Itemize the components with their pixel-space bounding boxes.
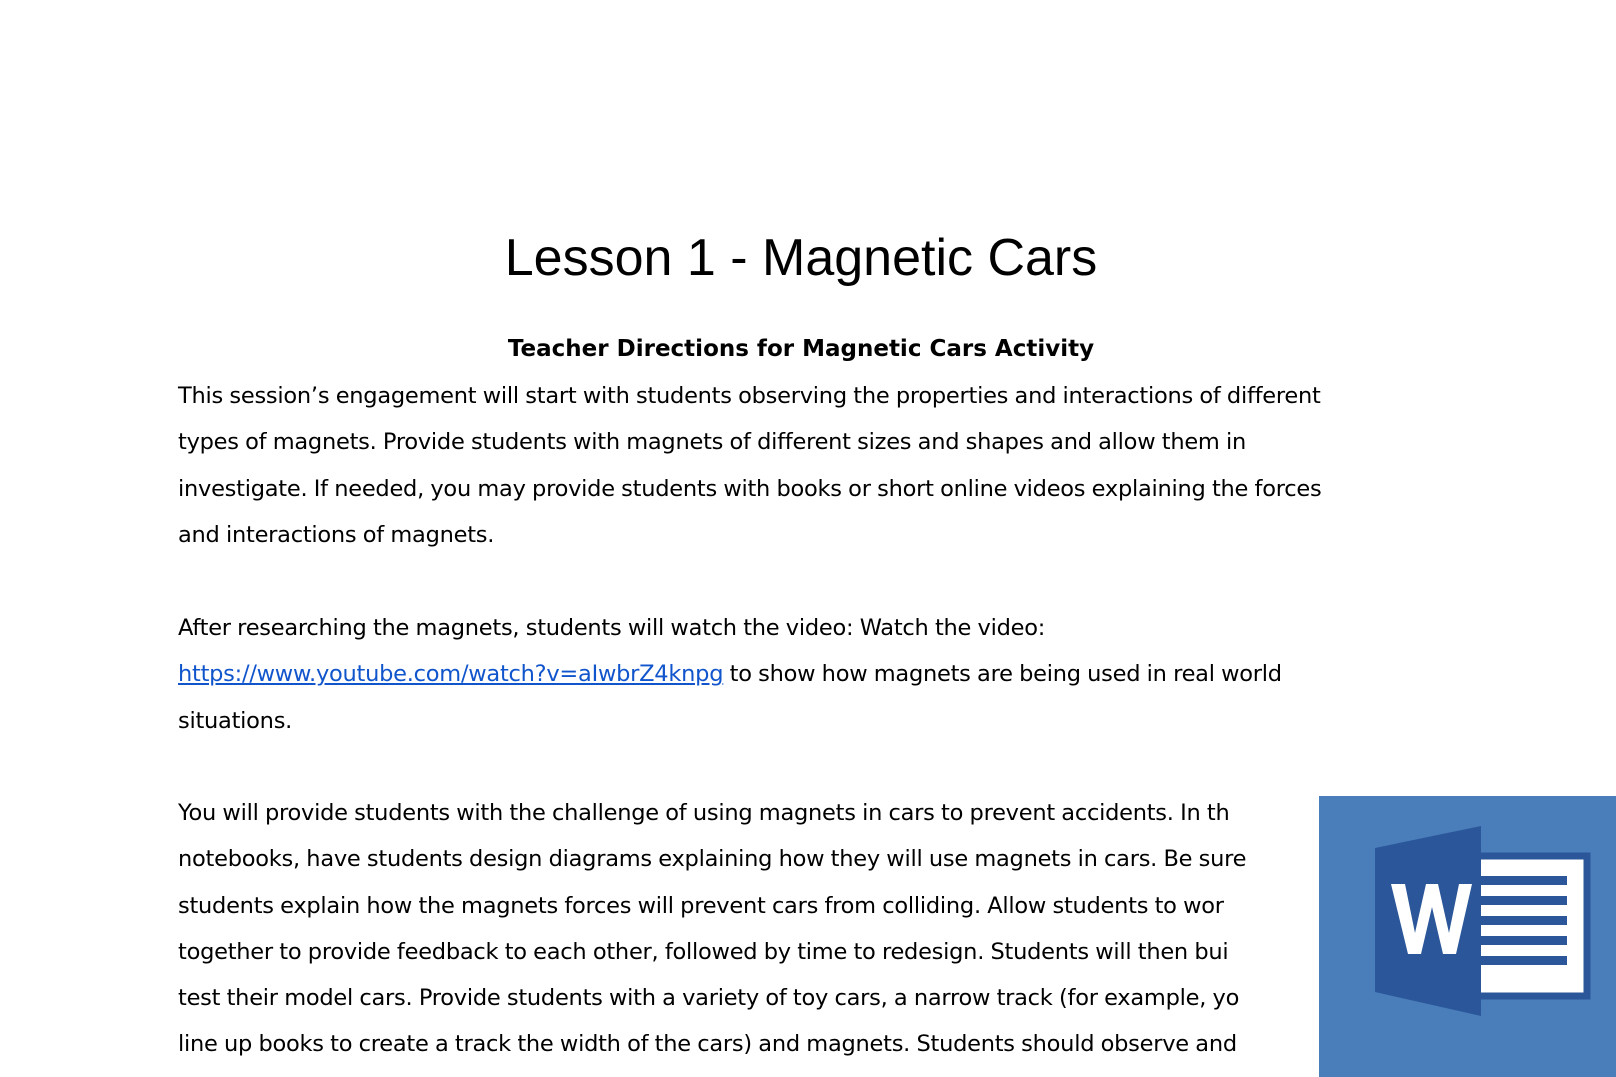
- document-title: Lesson 1 - Magnetic Cars: [504, 229, 1098, 287]
- paragraph-line: types of magnets. Provide students with magnets of different sizes and shapes and allow them in: [178, 429, 1247, 456]
- word-badge: [1319, 796, 1616, 1077]
- paragraph-line-rest: to show how magnets are being used in real world: [723, 661, 1282, 688]
- paragraph-video: [178, 605, 1428, 744]
- paragraph-line: You will provide students with the challenge of using magnets in cars to prevent accidents. In th: [178, 800, 1230, 826]
- paragraph-challenge: [178, 790, 1318, 1068]
- video-link[interactable]: https://www.youtube.com/watch?v=aIwbrZ4knpg: [178, 661, 724, 688]
- paragraph-line: situations.: [178, 707, 293, 734]
- paragraph-line: students explain how the magnets forces will prevent cars from colliding. Allow students to wor: [178, 892, 1224, 919]
- paragraph-line: [178, 651, 1428, 697]
- paragraph-line: investigate. If needed, you may provide students with books or short online videos explaining the forces: [178, 475, 1322, 502]
- document-subtitle: Teacher Directions for Magnetic Cars Activity: [507, 336, 1095, 362]
- paragraph-line: After researching the magnets, students will watch the video: Watch the video:: [178, 615, 1046, 641]
- word-logo-icon: [1319, 796, 1616, 1077]
- paragraph-line: together to provide feedback to each other, followed by time to redesign. Students will then bui: [178, 938, 1229, 965]
- paragraph-engagement: [178, 373, 1428, 558]
- paragraph-line: line up books to create a track the width of the cars) and magnets. Students should observe and: [178, 1031, 1237, 1058]
- paragraph-line: notebooks, have students design diagrams explaining how they will use magnets in cars. Be sure: [178, 846, 1247, 873]
- paragraph-line: This session’s engagement will start with students observing the properties and interactions of different: [178, 383, 1321, 409]
- paragraph-line: test their model cars. Provide students with a variety of toy cars, a narrow track (for example, yo: [178, 985, 1240, 1012]
- paragraph-line: and interactions of magnets.: [178, 521, 495, 548]
